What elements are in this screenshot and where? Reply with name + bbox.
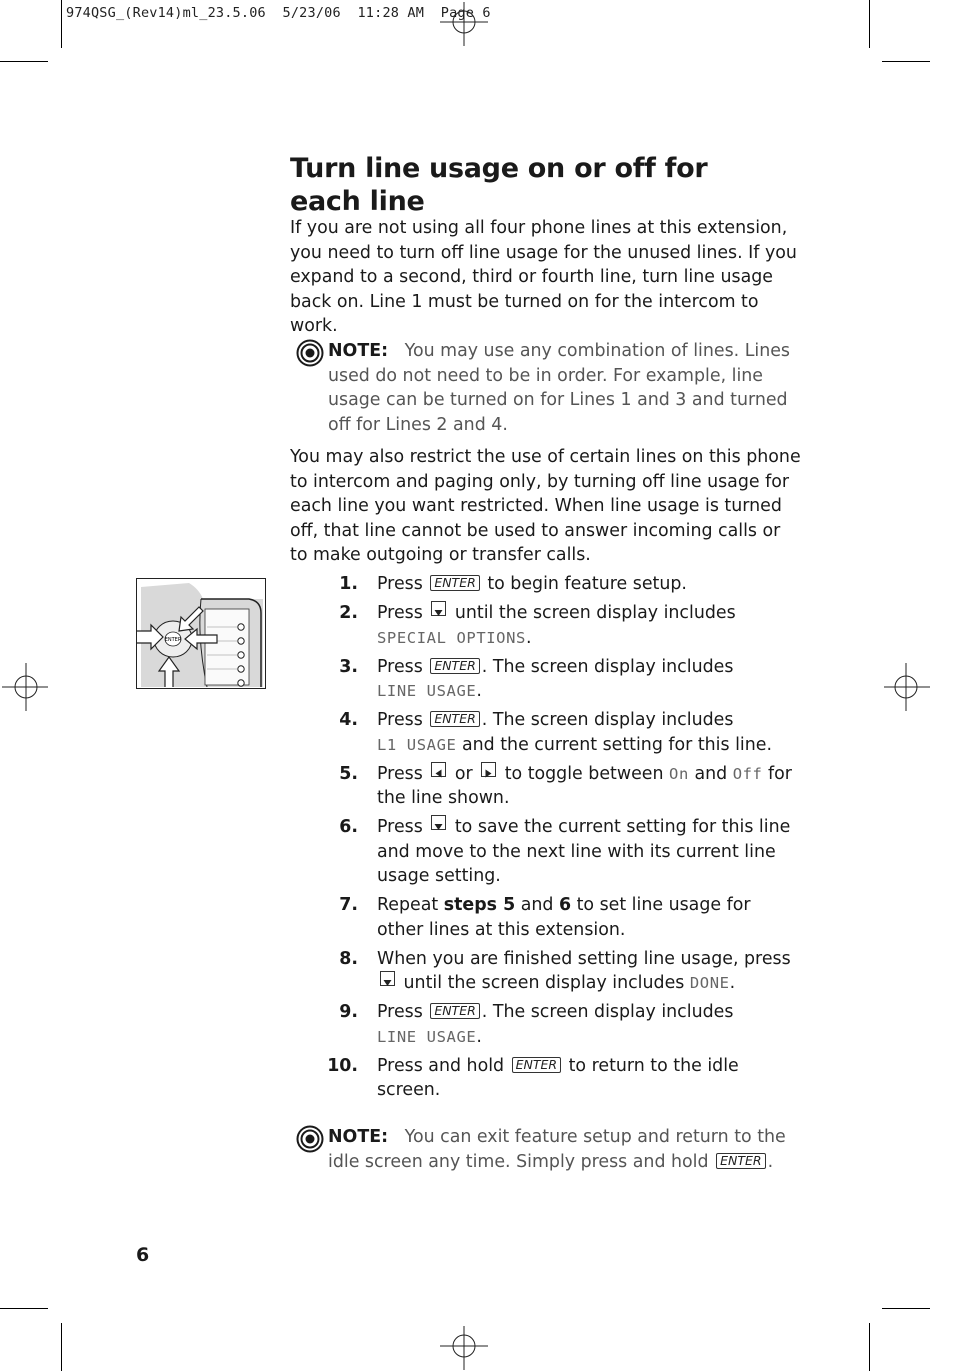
list-item <box>320 762 800 811</box>
list-item <box>320 1000 800 1049</box>
step-ref: 6 <box>558 895 572 915</box>
step-number: 6. <box>339 817 358 837</box>
lcd-text: LINE USAGE <box>377 1027 477 1046</box>
enter-key-icon: ENTER <box>430 575 479 591</box>
printer-slug: 974QSG_(Rev14)ml_23.5.06 5/23/06 11:28 AM Page 6 <box>66 5 491 21</box>
crop-mark <box>882 61 930 62</box>
crop-mark <box>882 1308 930 1309</box>
enter-key-icon: ENTER <box>716 1153 765 1169</box>
navigation-keys-icon <box>137 579 264 687</box>
step-text: . The screen display includes <box>481 710 734 730</box>
lcd-text: Off <box>732 764 763 783</box>
crop-mark <box>869 1323 870 1371</box>
crop-mark <box>61 0 62 48</box>
step-text: and the current setting for this line. <box>456 734 773 755</box>
step-text: . <box>476 1026 482 1047</box>
step-text: for the line shown. <box>377 763 792 808</box>
step-text: . <box>525 627 532 648</box>
step-text: until the screen display includes <box>454 603 736 623</box>
down-arrow-key-icon <box>431 601 446 616</box>
left-arrow-key-icon <box>431 762 446 777</box>
page-title: Turn line usage on or off for each line <box>290 153 708 217</box>
step-number: 9. <box>339 1002 358 1022</box>
step-text: . The screen display includes <box>481 1002 734 1022</box>
enter-key-icon: ENTER <box>512 1057 561 1073</box>
registration-mark-left <box>2 663 50 711</box>
lcd-text: DONE <box>689 974 730 992</box>
list-item <box>320 893 800 942</box>
note-target-icon <box>296 1125 324 1153</box>
step-number: 5. <box>339 763 358 784</box>
step-text: and <box>694 763 728 784</box>
step-text: . The screen display includes <box>481 656 734 677</box>
list-item <box>320 601 800 650</box>
step-text: until the screen display includes <box>403 973 685 993</box>
step-text: Repeat <box>377 895 439 915</box>
registration-mark-right <box>882 663 930 711</box>
step-text: and <box>520 895 554 915</box>
step-text: to return to the idle screen. <box>377 1055 739 1100</box>
note-text: You may use any combination of lines. Lines used do not need to be in order. For example, line usage can be turned on for Lines 1 and 3 and turned off for Lines 2 and 4. <box>328 341 790 435</box>
step-number: 7. <box>339 895 358 915</box>
down-arrow-key-icon <box>380 971 395 986</box>
step-number: 8. <box>339 948 358 969</box>
step-text: Press <box>377 656 423 677</box>
step-text: Press <box>377 817 423 837</box>
step-text: or <box>454 763 473 784</box>
note-label: NOTE: <box>328 341 389 361</box>
list-item <box>320 1054 800 1103</box>
step-text: Press <box>377 710 423 730</box>
step-text: to set line usage for other lines at this extension. <box>377 895 751 940</box>
crop-mark <box>61 1323 62 1371</box>
step-number: 10. <box>327 1055 358 1076</box>
registration-mark-top <box>440 2 488 50</box>
list-item <box>320 947 800 996</box>
enter-key-icon: ENTER <box>430 658 479 674</box>
list-item <box>320 815 800 889</box>
step-text: Press <box>377 574 423 594</box>
note-block <box>296 339 796 439</box>
note-block <box>296 1125 796 1177</box>
step-text: . <box>729 973 736 993</box>
step-text: . <box>476 681 482 701</box>
step-text: to save the current setting for this line and move to the next line with its current line usage setting. <box>377 817 791 886</box>
enter-key-icon: ENTER <box>430 1003 479 1019</box>
page-number: 6 <box>136 1244 150 1266</box>
step-text: Press <box>377 1002 423 1022</box>
right-arrow-key-icon <box>481 762 496 777</box>
step-text: to toggle between <box>504 763 664 784</box>
lcd-text: LINE USAGE <box>377 682 477 700</box>
list-item <box>320 708 800 757</box>
note-text: You can exit feature setup and return to the idle screen any time. Simply press and hold <box>328 1127 786 1172</box>
note-target-icon <box>296 339 324 367</box>
step-text: Press and hold <box>377 1055 505 1076</box>
note-label: NOTE: <box>328 1127 389 1147</box>
step-number: 2. <box>339 603 358 623</box>
lcd-text: On <box>669 764 689 783</box>
step-text: Press <box>377 603 423 623</box>
step-number: 1. <box>339 574 358 594</box>
step-text: to begin feature setup. <box>487 574 687 594</box>
list-item <box>320 655 800 704</box>
phone-keypad-illustration <box>136 578 266 689</box>
enter-key-icon: ENTER <box>430 711 479 727</box>
list-item <box>320 572 800 597</box>
lcd-text: L1 USAGE <box>377 735 457 754</box>
down-arrow-key-icon <box>431 815 446 830</box>
restrict-paragraph: You may also restrict the use of certain lines on this phone to intercom and paging only, by turning off line usage for each line you want restricted. When line usage is turned off, that line cannot be used to answer incoming calls or to make outgoing or transfer calls. <box>290 447 801 565</box>
lcd-text: SPECIAL OPTIONS <box>377 628 526 647</box>
note-text: . <box>767 1151 774 1172</box>
registration-mark-bottom <box>440 1322 488 1370</box>
steps-list <box>320 572 800 1107</box>
crop-mark <box>0 61 48 62</box>
step-text: When you are finished setting line usage, press <box>377 948 791 969</box>
intro-paragraph: If you are not using all four phone lines at this extension, you need to turn off line usage for the unused lines. If you expand to a second, third or fourth line, turn line usage back on. Line 1 must be turned on for the intercom to work. <box>290 218 797 336</box>
svg-text:ENTER: ENTER <box>164 637 182 643</box>
step-ref: steps 5 <box>443 895 516 915</box>
step-number: 4. <box>339 710 358 730</box>
crop-mark <box>869 0 870 48</box>
step-number: 3. <box>339 656 358 677</box>
step-text: Press <box>377 763 423 784</box>
crop-mark <box>0 1308 48 1309</box>
